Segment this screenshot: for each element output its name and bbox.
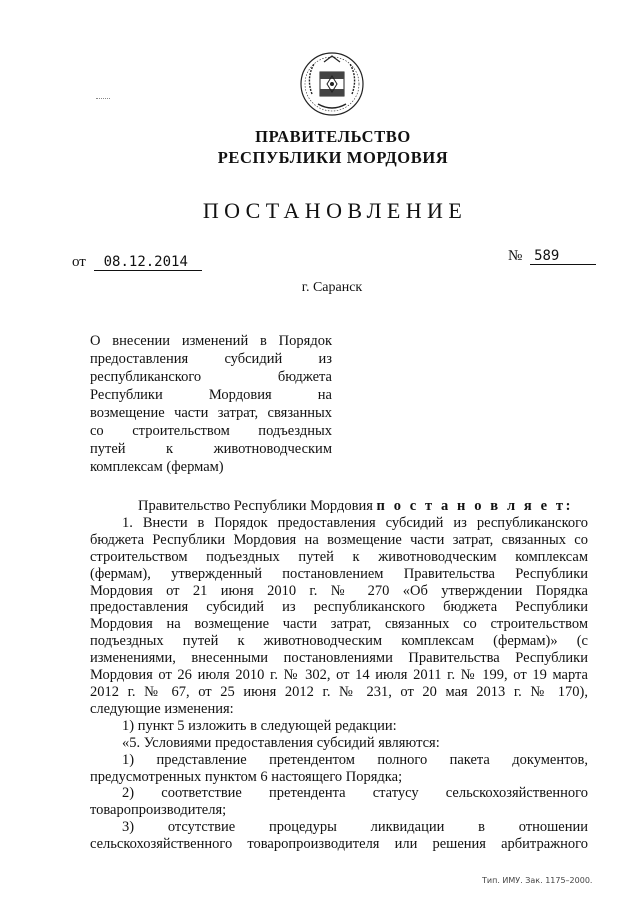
body-line: 3) отсутствие процедуры ликвидации в отношении	[122, 819, 588, 836]
subject-line: О внесении изменений в Порядок	[90, 333, 332, 349]
body-line: 2012 г. № 67, от 25 июня 2012 г. № 231, от 20 мая 2013 г. № 170),	[90, 683, 588, 700]
intro-line	[90, 498, 588, 515]
body-line: Мордовия от 21 июня 2010 г. № 270 «Об утверждении Порядка	[90, 582, 588, 599]
subject-line: путей к животноводческим	[90, 441, 332, 457]
resolution-body	[90, 498, 588, 853]
subject-line: со строительством подъездных	[90, 423, 332, 439]
number-field	[508, 248, 596, 265]
subject-line: возмещение части затрат, связанных	[90, 405, 332, 421]
org-line-1: ПРАВИТЕЛЬСТВО	[255, 127, 411, 146]
date-label: от	[72, 254, 86, 270]
number-label: №	[508, 248, 523, 264]
body-line: «5. Условиями предоставления субсидий являются:	[122, 734, 440, 751]
body-line: 2) соответствие претендента статусу сельскохозяйственного	[122, 785, 588, 802]
body-line: 1) представление претендентом полного пакета документов,	[122, 751, 588, 768]
body-line: строительством подъездных путей к животноводческим комплексам	[90, 548, 588, 565]
body-line: подъездных путей к животноводческим комплексам (фермам)» (с	[90, 633, 588, 650]
government-title	[0, 126, 640, 168]
date-value: 08.12.2014	[94, 255, 202, 271]
doc-type-text: ПОСТАНОВЛЕНИЕ	[202, 198, 468, 223]
subject-line: республиканского бюджета	[90, 369, 332, 385]
coat-of-arms-emblem	[296, 48, 368, 120]
body-line: бюджета Республики Мордовия на возмещение части затрат, связанных со	[90, 531, 588, 548]
subject-line: Республики Мордовия на	[90, 387, 332, 403]
body-line: сельскохозяйственного товаропроизводителя или решения арбитражного	[90, 836, 588, 853]
print-mark: Тип. ИМУ. Зак. 1175–2000.	[482, 876, 593, 885]
subject-line: комплексам (фермам)	[90, 459, 224, 475]
margin-mark	[96, 98, 110, 100]
document-type-heading	[0, 198, 640, 224]
date-field	[72, 254, 202, 271]
intro-decree-word: п о с т а н о в л я е т:	[376, 498, 574, 514]
body-line: (фермам), утвержденный постановлением Правительства Республики	[90, 565, 588, 582]
body-line: изменениями, внесенными постановлениями Правительства Республики	[90, 650, 588, 667]
city-line	[0, 280, 640, 296]
subject-line: предоставления субсидий из	[90, 351, 332, 367]
intro-prefix: Правительство Республики Мордовия	[138, 498, 377, 514]
org-line-2: РЕСПУБЛИКИ МОРДОВИЯ	[217, 148, 449, 167]
body-line: Мордовия на возмещение части затрат, связанных со строительством	[90, 616, 588, 633]
subject-block	[90, 332, 332, 476]
body-line: товаропроизводителя;	[90, 802, 227, 819]
body-line: предусмотренных пунктом 6 настоящего Порядка;	[90, 768, 403, 785]
city-text: г. Саранск	[301, 280, 363, 295]
body-line: предоставления субсидий из республиканского бюджета Республики	[90, 599, 588, 616]
body-line: 1) пункт 5 изложить в следующей редакции:	[122, 717, 397, 734]
body-line: следующие изменения:	[90, 700, 234, 717]
body-line: 1. Внести в Порядок предоставления субсидий из республиканского	[122, 514, 588, 531]
body-line: Мордовия от 26 июля 2010 г. № 302, от 14 июля 2011 г. № 199, от 19 марта	[90, 667, 588, 684]
number-value: 589	[530, 249, 596, 265]
